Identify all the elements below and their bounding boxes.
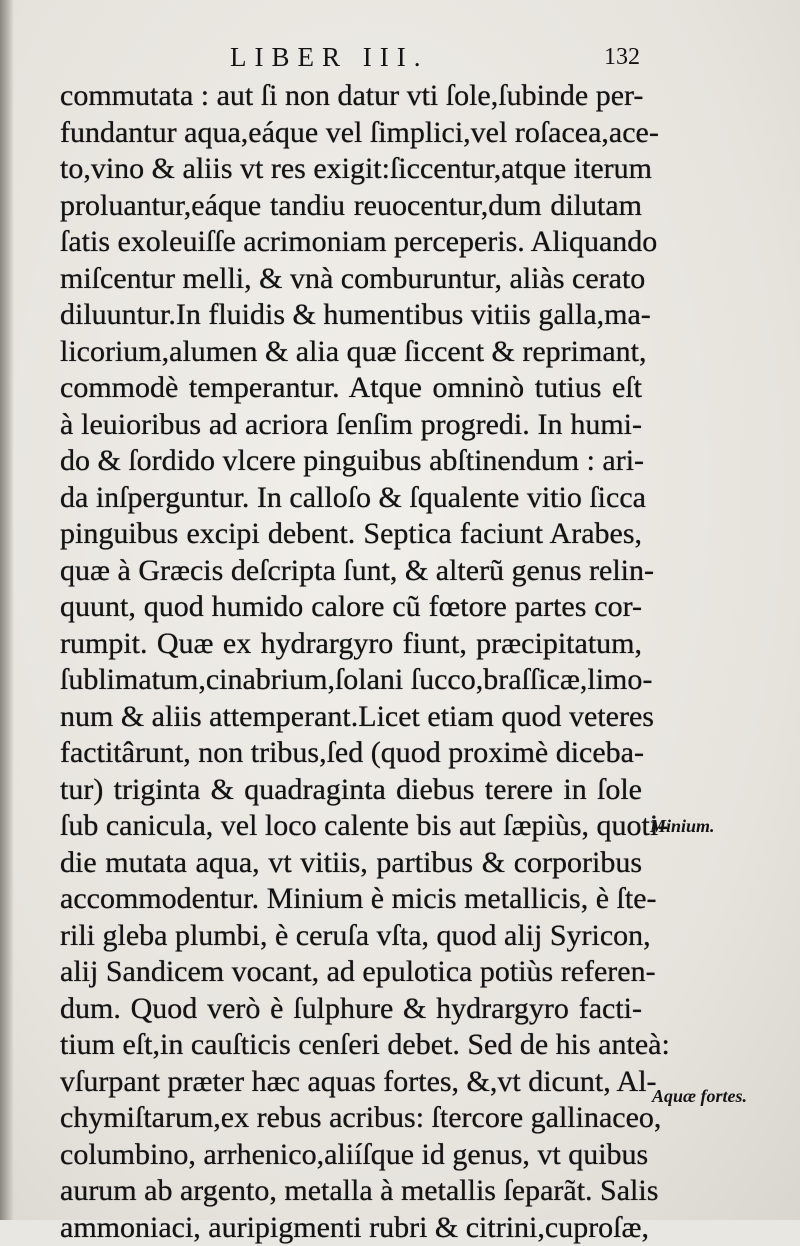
text-line: chymiſtarum,ex rebus acribus: ſtercore gallinaceo,: [60, 1100, 642, 1137]
text-line: aurum ab argento, metalla à metallis ſeparãt. Salis: [60, 1173, 642, 1210]
running-head: LIBER III.: [230, 42, 428, 73]
text-line: tium eſt,in cauſticis cenſeri debet. Sed de his anteà:: [60, 1027, 642, 1064]
text-line: to,vino & aliis vt res exigit:ſiccentur,atque iterum: [60, 151, 642, 188]
text-line: fundantur aqua,eáque vel ſimplici,vel roſacea,ace-: [60, 115, 642, 152]
margin-note-aquae-fortes: Aquæ fortes.: [652, 1086, 747, 1107]
text-line: diluuntur.In fluidis & humentibus vitiis galla,ma-: [60, 297, 642, 334]
text-line: num & aliis attemperant.Licet etiam quod veteres: [60, 699, 642, 736]
body-text: [60, 78, 642, 1246]
text-line: do & ſordido vlcere pinguibus abſtinendum : ari-: [60, 443, 642, 480]
text-line: quunt, quod humido calore cũ fœtore partes cor-: [60, 589, 642, 626]
text-line: licorium,alumen & alia quæ ſiccent & reprimant,: [60, 334, 642, 371]
margin-note-minium: Minium.: [650, 816, 715, 837]
text-line: ſatis exoleuiſſe acrimoniam perceperis. Aliquando: [60, 224, 642, 261]
text-line: da inſperguntur. In calloſo & ſqualente vitio ſicca: [60, 480, 642, 517]
text-line: ſub canicula, vel loco calente bis aut ſæpiùs, quoti-: [60, 808, 642, 845]
text-line: ammoniaci, auripigmenti rubri & citrini,cuproſæ,: [60, 1210, 642, 1246]
text-line: quæ à Græcis deſcripta ſunt, & alterũ genus relin-: [60, 553, 642, 590]
text-line: dum. Quod verò è ſulphure & hydrargyro facti-: [60, 991, 642, 1028]
text-line: columbino, arrhenico,aliíſque id genus, vt quibus: [60, 1137, 642, 1174]
text-line: à leuioribus ad acriora ſenſim progredi. In humi-: [60, 407, 642, 444]
text-line: accommodentur. Minium è micis metallicis, è ſte-: [60, 881, 642, 918]
text-line: miſcentur melli, & vnà comburuntur, aliàs cerato: [60, 261, 642, 298]
text-line: tur) triginta & quadraginta diebus terere in ſole: [60, 772, 642, 809]
page-header: [60, 42, 640, 82]
text-line: rumpit. Quæ ex hydrargyro fiunt, præcipitatum,: [60, 626, 642, 663]
text-line: alij Sandicem vocant, ad epulotica potiùs referen-: [60, 954, 642, 991]
text-line: die mutata aqua, vt vitiis, partibus & corporibus: [60, 845, 642, 882]
text-line: rili gleba plumbi, è ceruſa vſta, quod alij Syricon,: [60, 918, 642, 955]
text-line: vſurpant præter hæc aquas fortes, &,vt dicunt, Al-: [60, 1064, 642, 1101]
text-line: ſublimatum,cinabrium,ſolani ſucco,braſſicæ,limo-: [60, 662, 642, 699]
text-line: commodè temperantur. Atque omninò tutius eſt: [60, 370, 642, 407]
text-line: commutata : aut ſi non datur vti ſole,ſubinde per-: [60, 78, 642, 115]
text-line: proluantur,eáque tandiu reuocentur,dum dilutam: [60, 188, 642, 225]
binding-gutter: [0, 0, 14, 1220]
text-line: factitârunt, non tribus,ſed (quod proximè diceba-: [60, 735, 642, 772]
text-line: pinguibus excipi debent. Septica faciunt Arabes,: [60, 516, 642, 553]
page-number: 132: [604, 44, 640, 71]
